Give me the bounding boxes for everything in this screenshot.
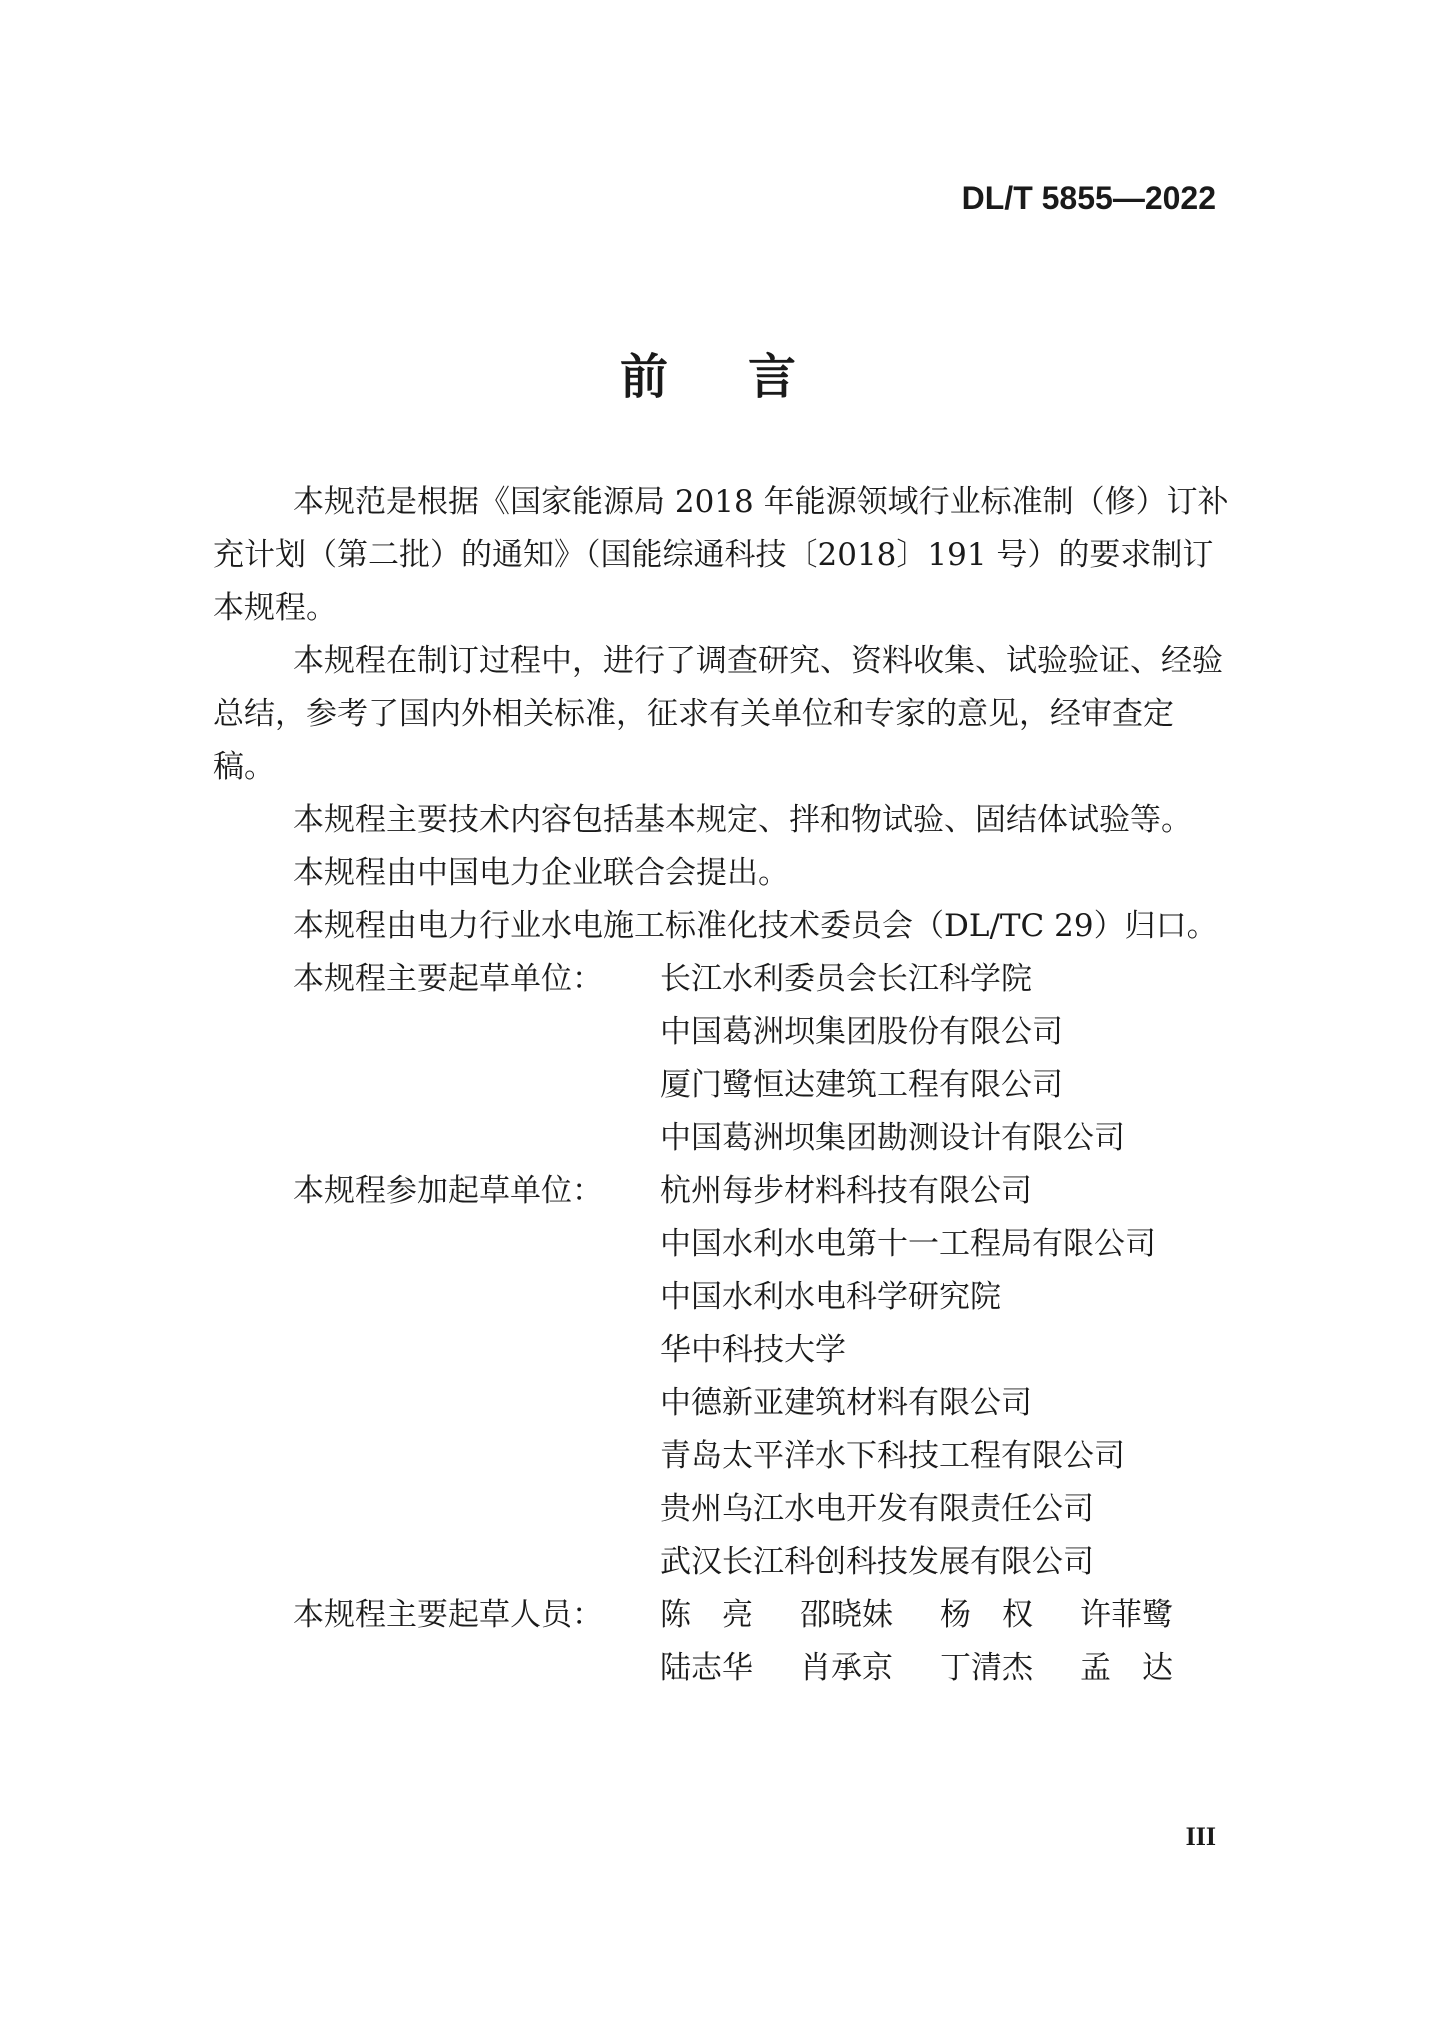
participating-unit-item: 贵州乌江水电开发有限责任公司 (660, 1491, 1094, 1527)
participating-units-section (213, 1165, 1233, 1589)
document-code: DL/T 5855—2022 (961, 180, 1216, 216)
main-units-label: 本规程主要起草单位： (293, 961, 603, 997)
drafter-name: 杨 权 (940, 1597, 1033, 1633)
participating-unit-item: 中国水利水电科学研究院 (660, 1279, 1001, 1315)
main-unit-item: 中国葛洲坝集团股份有限公司 (660, 1014, 1063, 1050)
page-number: III (1185, 1822, 1216, 1851)
main-drafters-label: 本规程主要起草人员： (293, 1597, 603, 1633)
participating-unit-item: 杭州每步材料科技有限公司 (660, 1173, 1032, 1209)
main-unit-item: 长江水利委员会长江科学院 (660, 961, 1032, 997)
participating-unit-item: 中国水利水电第十一工程局有限公司 (660, 1226, 1156, 1262)
paragraph: 本规程由中国电力企业联合会提出。 (293, 855, 789, 891)
drafter-name: 丁清杰 (940, 1650, 1033, 1686)
paragraph: 本规程由电力行业水电施工标准化技术委员会（DL/TC 29）归口。 (293, 908, 1218, 944)
main-units-section (213, 953, 1233, 1165)
paragraph: 本规程在制订过程中，进行了调查研究、资料收集、试验验证、经验总结，参考了国内外相关标准，征求有关单位和专家的意见，经审查定稿。 (213, 643, 1223, 785)
page-title: 前言 (620, 349, 877, 405)
drafter-name: 肖承京 (800, 1650, 893, 1686)
main-unit-item: 中国葛洲坝集团勘测设计有限公司 (660, 1120, 1125, 1156)
paragraph: 本规范是根据《国家能源局 2018 年能源领域行业标准制（修）订补充计划（第二批）的通知》（国能综通科技〔2018〕191 号）的要求制订本规程。 (213, 484, 1229, 626)
drafter-name: 邵晓妹 (800, 1597, 893, 1633)
main-drafters-section (213, 1589, 1233, 1695)
participating-unit-item: 青岛太平洋水下科技工程有限公司 (660, 1438, 1125, 1474)
paragraph: 本规程主要技术内容包括基本规定、拌和物试验、固结体试验等。 (293, 802, 1192, 838)
drafter-name: 许菲鹭 (1080, 1597, 1173, 1633)
main-unit-item: 厦门鹭恒达建筑工程有限公司 (660, 1067, 1063, 1103)
drafter-name: 孟 达 (1080, 1650, 1173, 1686)
participating-unit-item: 华中科技大学 (660, 1332, 846, 1368)
drafter-name: 陈 亮 (660, 1597, 753, 1633)
drafter-name: 陆志华 (660, 1650, 753, 1686)
participating-unit-item: 武汉长江科创科技发展有限公司 (660, 1544, 1094, 1580)
participating-units-label: 本规程参加起草单位： (293, 1173, 603, 1209)
foreword-body (213, 476, 1233, 1695)
participating-unit-item: 中德新亚建筑材料有限公司 (660, 1385, 1032, 1421)
